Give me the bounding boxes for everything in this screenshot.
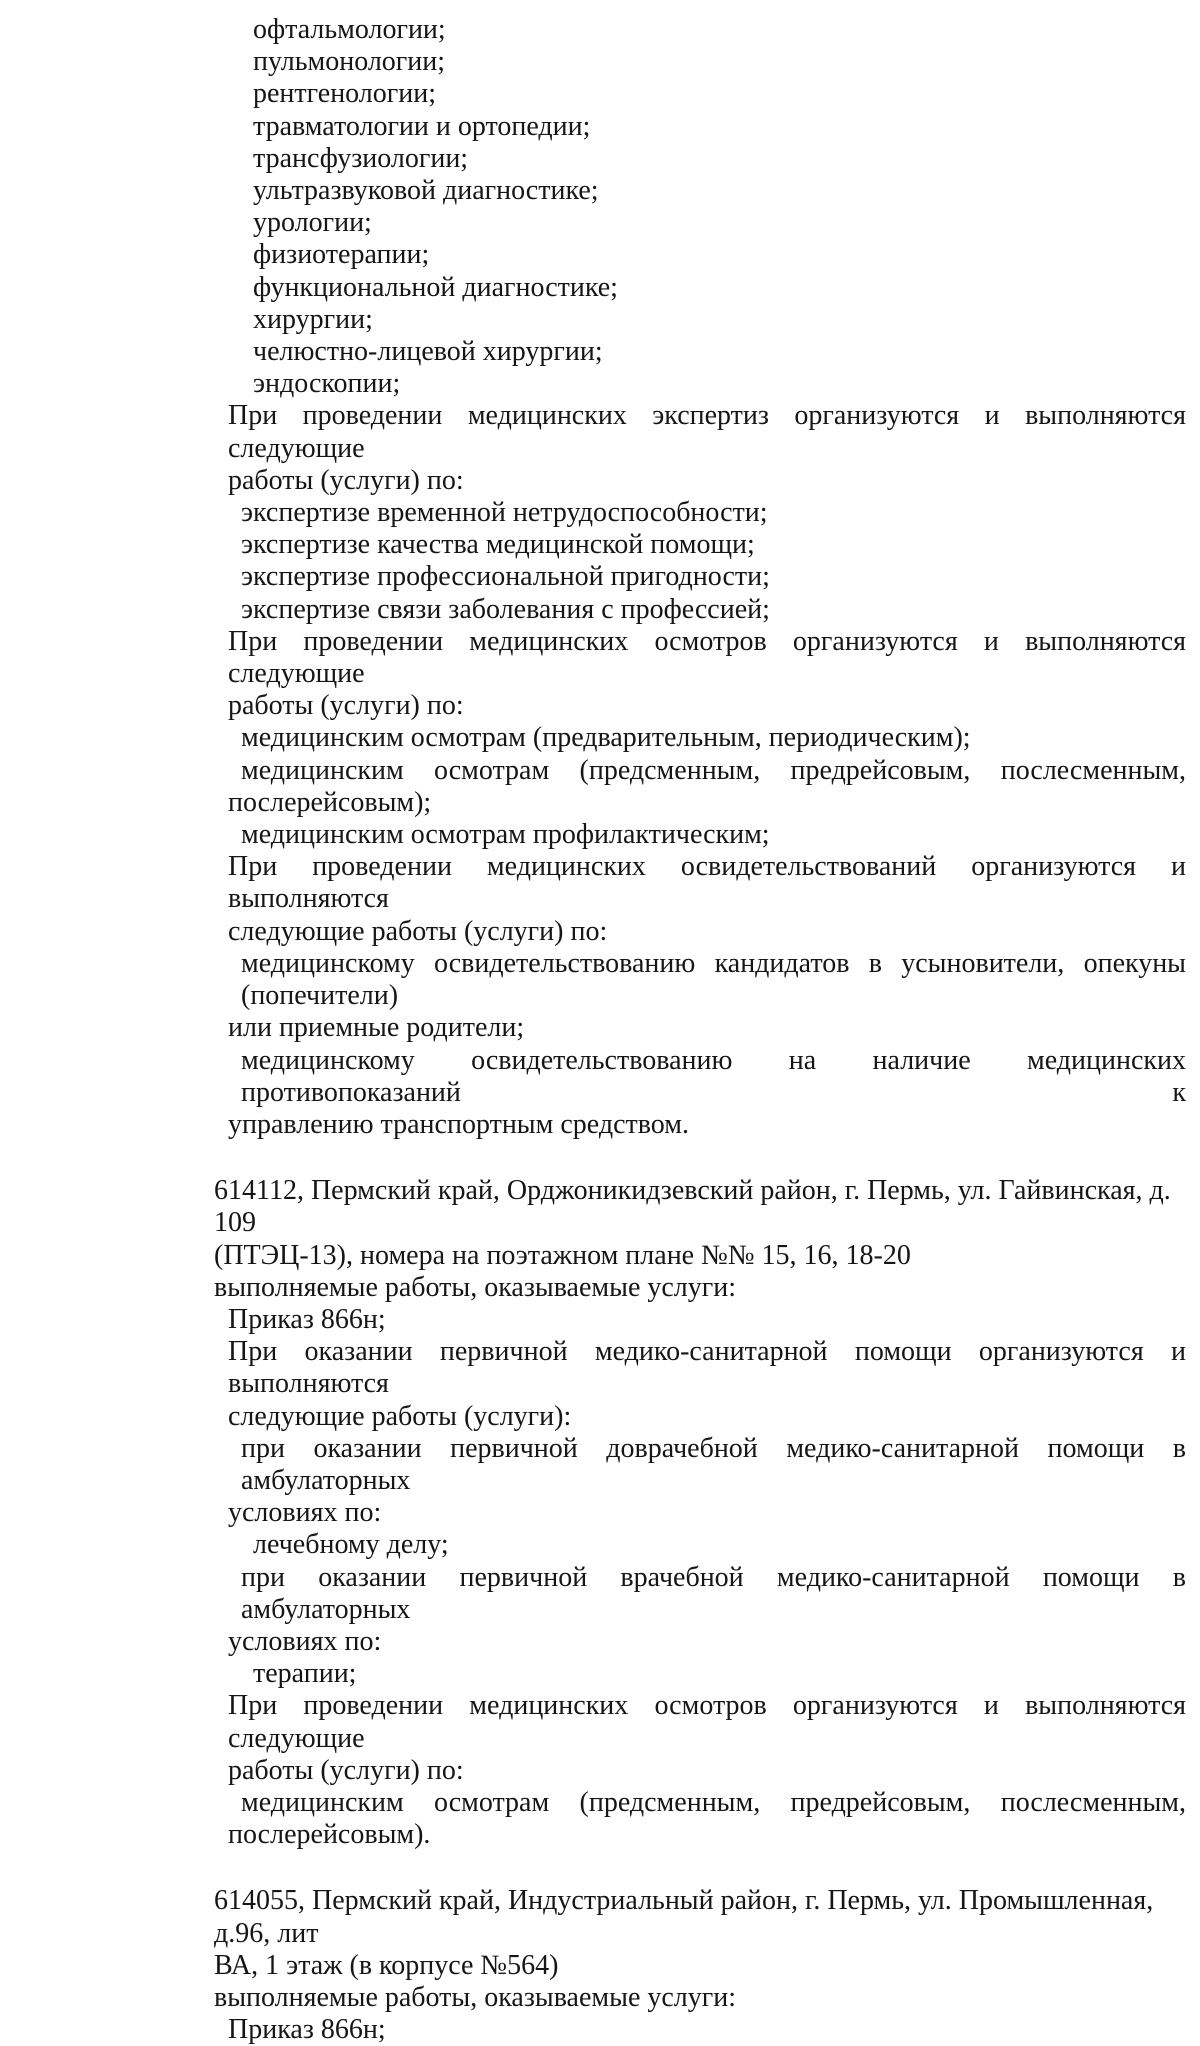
specialty-item-text: эндоскопии;	[253, 368, 401, 400]
sub-service-item	[228, 1658, 1186, 1690]
specialty-item	[228, 111, 1186, 143]
service-item	[228, 1787, 1186, 1851]
specialty-item	[228, 239, 1186, 271]
service-item-text: условиях по:	[228, 1497, 382, 1529]
service-item	[228, 819, 1186, 851]
specialty-item-text: физиотерапии;	[253, 239, 430, 271]
sub-service-item	[228, 1529, 1186, 1561]
specialty-item-text: урологии;	[253, 207, 372, 239]
specialty-item	[228, 207, 1186, 239]
service-item-text: экспертизе профессиональной пригодности;	[241, 561, 770, 593]
service-item-text: медицинскому освидетельствованию кандидатов в усыновители, опекуны (попечители)	[241, 947, 1186, 1012]
category-paragraph-text: При проведении медицинских экспертиз организуются и выполняются следующие	[228, 400, 1186, 464]
service-item-text: медицинским осмотрам профилактическим;	[241, 819, 770, 851]
specialty-item-text: рентгенологии;	[253, 78, 437, 110]
service-item	[228, 755, 1186, 819]
service-item-text: условиях по:	[228, 1625, 382, 1657]
category-paragraph	[228, 1336, 1186, 1433]
service-item	[228, 1045, 1186, 1142]
service-item	[228, 497, 1186, 529]
address-line-text: 614055, Пермский край, Индустриальный район, г. Пермь, ул. Промышленная, д.96, лит	[214, 1885, 1154, 1949]
specialty-item	[228, 304, 1186, 336]
service-item-text: или приемные родители;	[228, 1012, 525, 1044]
specialty-item	[228, 175, 1186, 207]
address-line-text: ВА, 1 этаж (в корпусе №564)	[214, 1949, 559, 1981]
order-reference	[228, 1304, 1186, 1336]
service-item-text: медицинским осмотрам (предсменным, предрейсовым, послесменным,	[241, 1786, 1186, 1818]
category-paragraph-text: работы (услуги) по:	[228, 690, 464, 722]
specialty-item	[228, 46, 1186, 78]
address-line	[214, 1175, 1186, 1272]
order-reference-text: Приказ 866н;	[228, 1303, 386, 1335]
service-item	[228, 1562, 1186, 1659]
service-item-text: медицинским осмотрам (предсменным, предрейсовым, послесменным,	[241, 754, 1186, 786]
specialty-item	[228, 336, 1186, 368]
services-label	[214, 1272, 1186, 1304]
sub-service-item-text: лечебному делу;	[253, 1529, 449, 1561]
category-paragraph-text: следующие работы (услуги) по:	[228, 915, 608, 947]
service-item-text: медицинским осмотрам (предварительным, периодическим);	[241, 722, 971, 754]
specialty-item	[228, 368, 1186, 400]
service-item-text: при оказании первичной доврачебной медико-санитарной помощи в амбулаторных	[241, 1432, 1186, 1496]
service-item-text: управлению транспортным средством.	[228, 1108, 689, 1140]
service-item	[228, 529, 1186, 561]
specialty-item	[228, 272, 1186, 304]
services-label-text: выполняемые работы, оказываемые услуги:	[214, 1271, 737, 1303]
service-item	[228, 594, 1186, 626]
address-line	[214, 1885, 1186, 1982]
category-paragraph-text: При оказании первичной медико-санитарной помощи организуются и выполняются	[228, 1336, 1186, 1400]
category-paragraph-text: следующие работы (услуги):	[228, 1400, 572, 1432]
document-body	[214, 14, 1186, 2046]
address-line-text: (ПТЭЦ-13), номера на поэтажном плане №№ 15, 16, 18-20	[214, 1239, 911, 1271]
services-label	[214, 1982, 1186, 2014]
specialty-item-text: травматологии и ортопедии;	[253, 110, 591, 142]
order-reference-text: Приказ 866н;	[228, 2014, 386, 2046]
category-paragraph	[228, 400, 1186, 497]
specialty-item-text: трансфузиологии;	[253, 142, 469, 174]
specialty-item-text: ультразвуковой диагностике;	[253, 175, 599, 207]
specialty-item-text: функциональной диагностике;	[253, 271, 618, 303]
service-item-text: экспертизе временной нетрудоспособности;	[241, 497, 768, 529]
category-paragraph-text: работы (услуги) по:	[228, 1754, 464, 1786]
category-paragraph	[228, 851, 1186, 948]
category-paragraph-text: При проведении медицинских осмотров организуются и выполняются следующие	[228, 1690, 1186, 1754]
category-paragraph-text: При проведении медицинских осмотров организуются и выполняются следующие	[228, 625, 1186, 690]
category-paragraph	[228, 626, 1186, 723]
service-item	[228, 722, 1186, 754]
services-label-text: выполняемые работы, оказываемые услуги:	[214, 1981, 737, 2013]
service-item	[228, 561, 1186, 593]
specialty-item	[228, 143, 1186, 175]
service-item	[228, 948, 1186, 1045]
specialty-item-text: челюстно-лицевой хирургии;	[253, 336, 603, 368]
order-reference	[228, 2014, 1186, 2046]
service-item	[228, 1433, 1186, 1530]
address-line-text: 614112, Пермский край, Орджоникидзевский район, г. Пермь, ул. Гайвинская, д. 109	[214, 1175, 1171, 1239]
sub-service-item-text: терапии;	[253, 1658, 357, 1690]
specialty-item-text: офтальмологии;	[253, 14, 446, 45]
specialty-item	[228, 78, 1186, 110]
service-item-text: медицинскому освидетельствованию на наличие медицинских противопоказаний к	[241, 1044, 1186, 1108]
service-item-text: при оказании первичной врачебной медико-санитарной помощи в амбулаторных	[241, 1561, 1186, 1625]
service-item-text: послерейсовым);	[228, 786, 432, 818]
service-item-text: послерейсовым).	[228, 1819, 431, 1851]
specialty-item	[228, 14, 1186, 46]
specialty-item-text: пульмонологии;	[253, 46, 446, 78]
category-paragraph-text: При проведении медицинских освидетельствований организуются и выполняются	[228, 851, 1186, 915]
service-item-text: экспертизе связи заболевания с профессией;	[241, 593, 770, 625]
service-item-text: экспертизе качества медицинской помощи;	[241, 529, 755, 561]
category-paragraph-text: работы (услуги) по:	[228, 464, 464, 496]
specialty-item-text: хирургии;	[253, 303, 373, 335]
